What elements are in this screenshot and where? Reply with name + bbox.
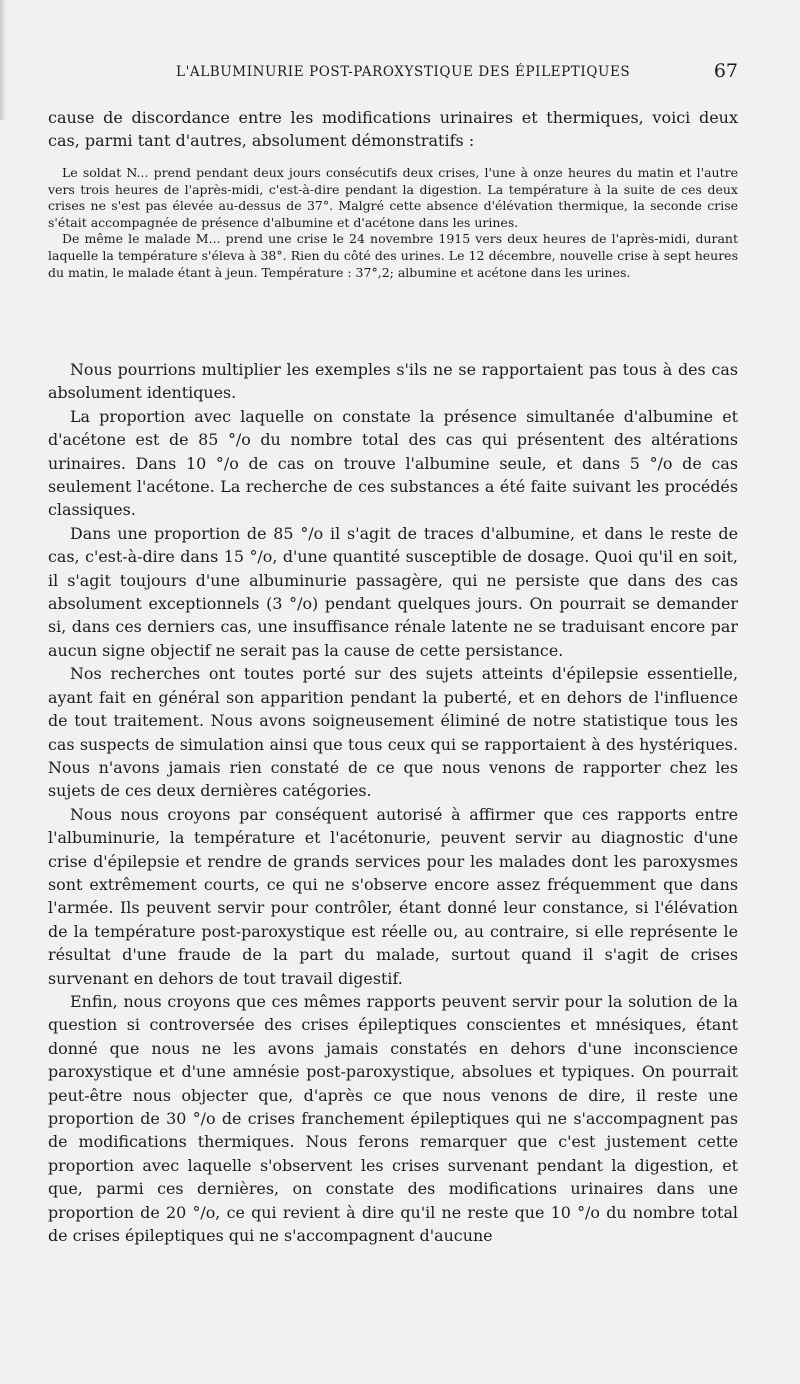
main-text (48, 358, 738, 1247)
page-number: 67 (713, 60, 738, 82)
case-paragraph: Le soldat N... prend pendant deux jours consécutifs deux crises, l'une à onze heures du matin et l'autre vers trois heures de l'après-midi, c'est-à-dire pendant la digestion. La température à la suite de ces deux crises ne s'est pas élevée au-dessus de 37°. Malgré cette absence d'élévation thermique, la seconde crise s'était accompagnée de présence d'albumine et d'acétone dans les urines. (48, 165, 738, 230)
case-examples (48, 165, 738, 281)
intro-paragraph: cause de discordance entre les modifications urinaires et thermiques, voici deux cas, parmi tant d'autres, absolument démonstratifs : (48, 108, 738, 150)
body-paragraph: Dans une proportion de 85 °/o il s'agit de traces d'albumine, et dans le reste de cas, c'est-à-dire dans 15 °/o, d'une quantité susceptible de dosage. Quoi qu'il en soit, il s'agit toujours d'une albuminurie passagère, qui ne persiste que dans des cas absolument exceptionnels (3 °/o) pendant quelques jours. On pourrait se demander si, dans ces derniers cas, une insuffisance rénale latente ne se traduisant encore par aucun signe objectif ne serait pas la cause de cette persistance. (48, 523, 738, 660)
case-paragraph: De même le malade M... prend une crise le 24 novembre 1915 vers deux heures de l'après-midi, durant laquelle la température s'éleva à 38°. Rien du côté des urines. Le 12 décembre, nouvelle crise à sept heures du matin, le malade étant à jeun. Température : 37°,2; albumine et acétone dans les urines. (48, 231, 738, 280)
intro-block (48, 106, 738, 152)
body-paragraph: Nous pourrions multiplier les exemples s'ils ne se rapportaient pas tous à des cas absolument identiques. (48, 360, 738, 403)
scan-edge-shadow (0, 0, 6, 120)
page-header (48, 60, 738, 86)
body-paragraph: La proportion avec laquelle on constate la présence simultanée d'albumine et d'acétone est de 85 °/o du nombre total des cas qui présentent des altérations urinaires. Dans 10 °/o de cas on trouve l'albumine seule, et dans 5 °/o de cas seulement l'acétone. La recherche de ces substances a été faite suivant les procédés classiques. (48, 406, 738, 520)
running-title: L'ALBUMINURIE POST-PAROXYSTIQUE DES ÉPILEPTIQUES (176, 64, 631, 80)
body-paragraph: Nous nous croyons par conséquent autorisé à affirmer que ces rapports entre l'albuminurie, la température et l'acétonurie, peuvent servir au diagnostic d'une crise d'épilepsie et rendre de grands services pour les malades dont les paroxysmes sont extrêmement courts, ce qui ne s'observe encore assez fréquemment que dans l'armée. Ils peuvent servir pour contrôler, étant donné leur constance, si l'élévation de la température post-paroxystique est réelle ou, au contraire, si elle représente le résultat d'une fraude de la part du malade, surtout quand il s'agit de crises survenant en dehors de tout travail digestif. (48, 804, 738, 988)
body-paragraph: Nos recherches ont toutes porté sur des sujets atteints d'épilepsie essentielle, ayant fait en général son apparition pendant la puberté, et en dehors de l'influence de tout traitement. Nous avons soigneusement éliminé de notre statistique tous les cas suspects de simulation ainsi que tous ceux qui se rapportaient à des hystériques. Nous n'avons jamais rien constaté de ce que nous venons de rapporter chez les sujets de ces deux dernières catégories. (48, 664, 738, 801)
body-paragraph: Enfin, nous croyons que ces mêmes rapports peuvent servir pour la solution de la question si controversée des crises épileptiques conscientes et mnésiques, étant donné que nous ne les avons jamais constatés en dehors d'une inconscience paroxystique et d'une amnésie post-paroxystique, absolues et typiques. On pourrait peut-être nous objecter que, d'après ce que nous venons de dire, il reste une proportion de 30 °/o de crises franchement épileptiques qui ne s'accompagnent pas de modifications thermiques. Nous ferons remarquer que c'est justement cette proportion avec laquelle s'observent les crises survenant pendant la digestion, et que, parmi ces dernières, on constate des modifications urinaires dans une proportion de 20 °/o, ce qui revient à dire qu'il ne reste que 10 °/o du nombre total de crises épileptiques qui ne s'accompagnent d'aucune (48, 991, 738, 1246)
